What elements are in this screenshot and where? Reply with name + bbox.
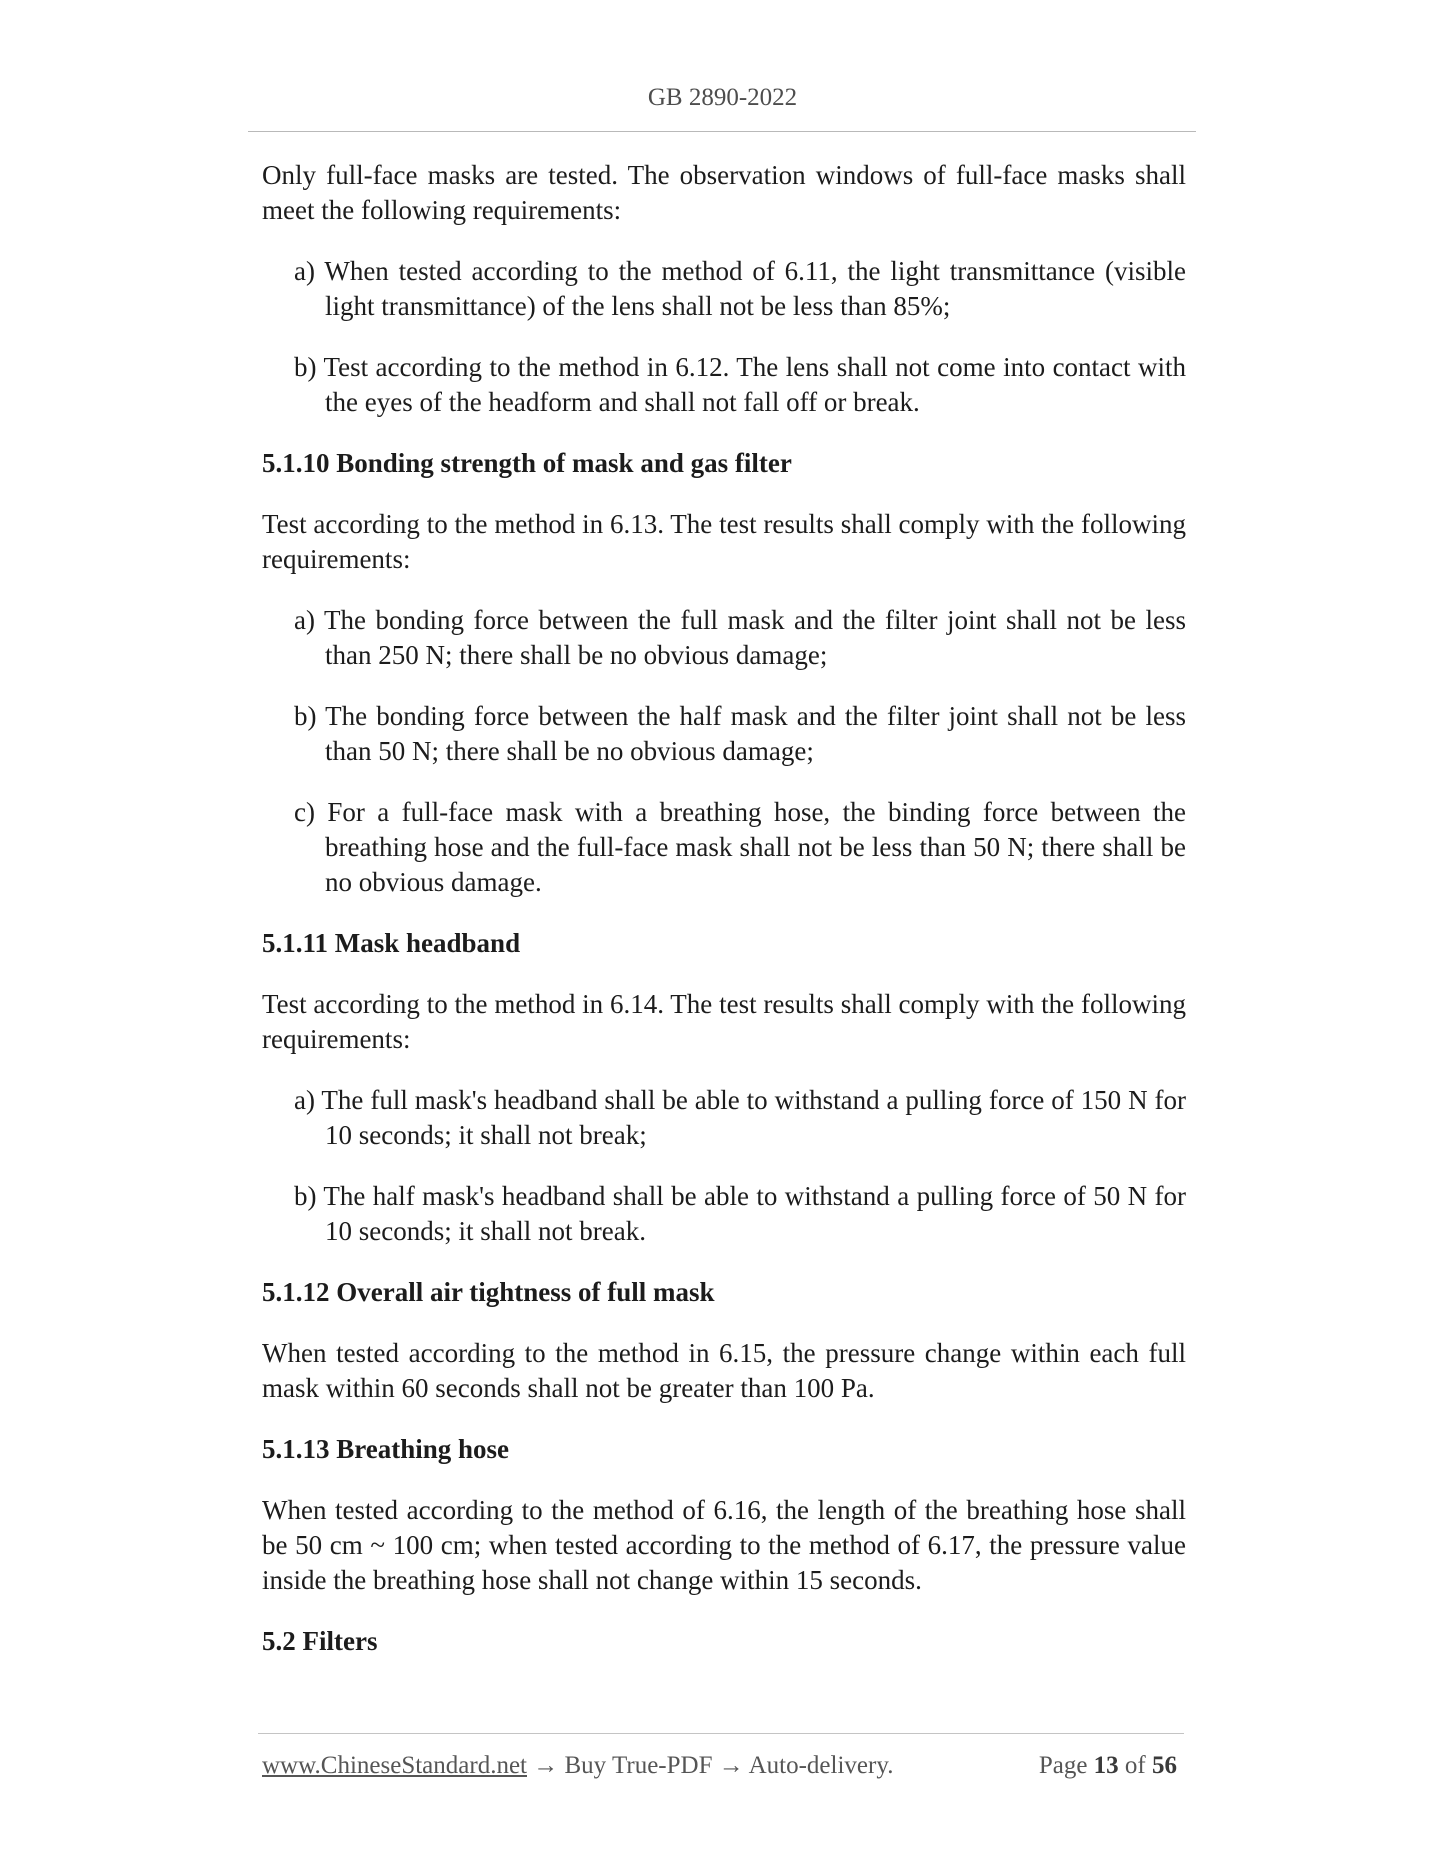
site-link[interactable]: www.ChineseStandard.net (262, 1752, 527, 1779)
footer-promo (262, 1752, 893, 1780)
list-item: a) When tested according to the method of 6.11, the light transmittance (visible light transmittance) of the lens shall not be less than 85%; (294, 256, 1186, 321)
list-item: c) For a full-face mask with a breathing hose, the binding force between the breathing hose and the full-face mask shall not be less than 50 N; there shall be no obvious damage. (294, 797, 1186, 897)
page-current: 13 (1093, 1752, 1119, 1779)
of-label: of (1124, 1752, 1146, 1779)
page-label: Page (1038, 1752, 1088, 1779)
page-indicator (1039, 1752, 1177, 1780)
list-item: b) The half mask's headband shall be able to withstand a pulling force of 50 N for 10 seconds; it shall not break. (294, 1181, 1186, 1246)
intro-paragraph: Only full-face masks are tested. The observation windows of full-face masks shall meet the following requirements: (262, 160, 1186, 225)
header-divider (248, 131, 1196, 132)
document-id-header: GB 2890-2022 (647, 84, 798, 111)
footer-tagline: → Buy True-PDF → Auto-delivery. (527, 1752, 894, 1779)
section-heading: 5.1.11 Mask headband (262, 928, 521, 958)
section-paragraph: When tested according to the method of 6.16, the length of the breathing hose shall be 50 cm ~ 100 cm; when tested according to the method of 6.17, the pressure value inside the breathing hose shall not change within 15 seconds. (262, 1495, 1186, 1595)
section-heading: 5.2 Filters (262, 1626, 378, 1656)
section-paragraph: Test according to the method in 6.13. The test results shall comply with the following requirements: (262, 509, 1186, 574)
section-paragraph: Test according to the method in 6.14. The test results shall comply with the following requirements: (262, 989, 1186, 1054)
list-item: a) The full mask's headband shall be able to withstand a pulling force of 150 N for 10 seconds; it shall not break; (294, 1085, 1186, 1150)
footer-divider (258, 1733, 1184, 1734)
section-paragraph: When tested according to the method in 6.15, the pressure change within each full mask within 60 seconds shall not be greater than 100 Pa. (262, 1338, 1186, 1403)
page-total: 56 (1152, 1752, 1177, 1779)
page-content (262, 158, 1186, 1685)
list-item: b) Test according to the method in 6.12. The lens shall not come into contact with the eyes of the headform and shall not fall off or break. (294, 352, 1186, 417)
section-heading: 5.1.10 Bonding strength of mask and gas filter (262, 448, 792, 478)
section-heading: 5.1.13 Breathing hose (262, 1434, 510, 1464)
list-item: a) The bonding force between the full mask and the filter joint shall not be less than 250 N; there shall be no obvious damage; (294, 605, 1186, 670)
section-heading: 5.1.12 Overall air tightness of full mask (262, 1277, 715, 1307)
list-item: b) The bonding force between the half mask and the filter joint shall not be less than 50 N; there shall be no obvious damage; (294, 701, 1186, 766)
